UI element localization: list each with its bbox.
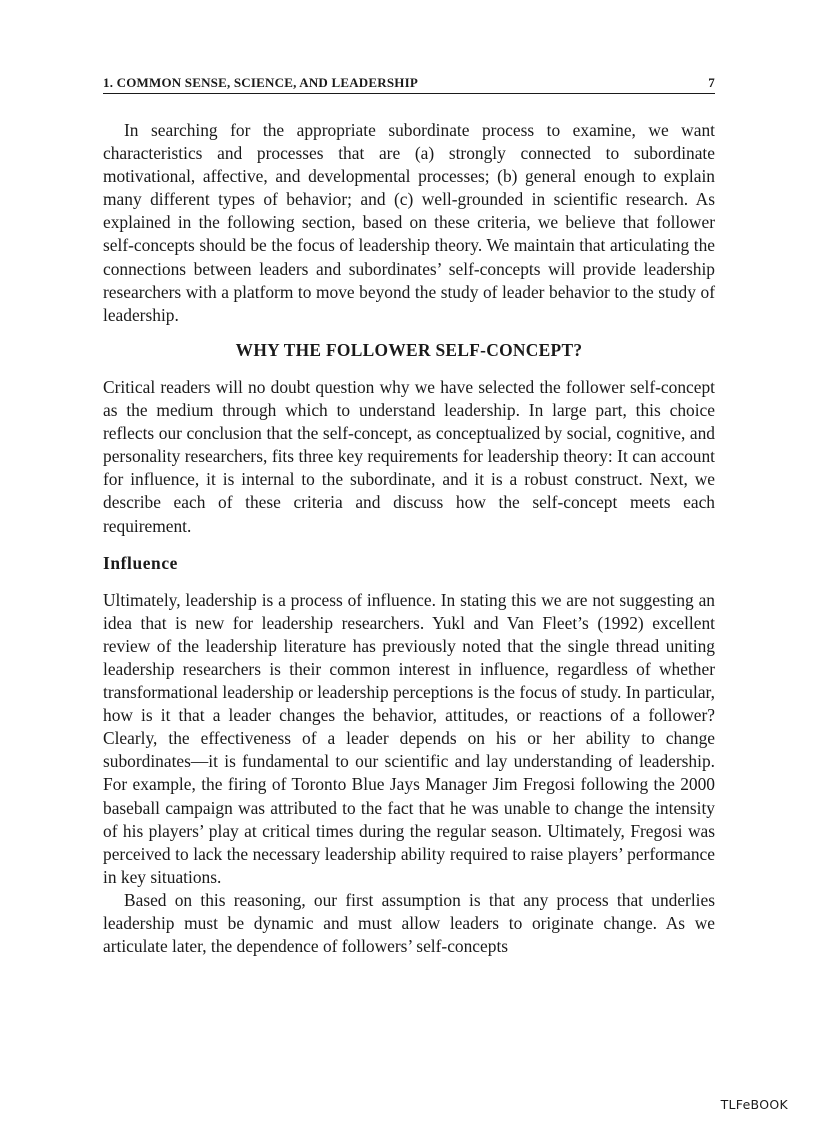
body-text [103,119,715,958]
chapter-title: 1. COMMON SENSE, SCIENCE, AND LEADERSHIP [103,75,418,90]
subsection-heading: Influence [103,552,178,573]
paragraph-follower-self-concept: Critical readers will no doubt question why we have selected the follower self-concept as the medium through which to understand leadership. In large part, this choice reflects our conclusion that the self-concept, as conceptualized by social, cognitive, and personality researchers, fits three key requirements for leadership theory: It can account for influence, it is internal to the subordinate, and it is a robust construct. Next, we describe each of these criteria and discuss how the self-concept meets each requirement. [103,376,715,536]
section-heading: WHY THE FOLLOWER SELF-CONCEPT? [235,339,583,360]
watermark: TLFeBOOK [720,1097,788,1112]
paragraph-influence: Ultimately, leadership is a process of influence. In stating this we are not suggesting an idea that is new for leadership researchers. Yukl and Van Fleet’s (1992) excellent review of the leadership literature has previously noted that the single thread uniting leadership researchers is their common interest in influence, regardless of whether transformational leadership or leadership perceptions is the focus of study. In particular, how is it that a leader changes the behavior, attitudes, or reactions of a follower? Clearly, the effectiveness of a leader depends on his or her ability to change subordinates—it is fundamental to our scientific and lay understanding of leadership. For example, the firing of Toronto Blue Jays Manager Jim Fregosi following the 2000 baseball campaign was attributed to the fact that he was unable to change the intensity of his players’ play at critical times during the regular season. Ultimately, Fregosi was perceived to lack the necessary leadership ability required to raise players’ performance in key situations. [103,589,715,887]
paragraph-intro: In searching for the appropriate subordinate process to examine, we want characteristics and processes that are (a) strongly connected to subordinate motivational, affective, and developmental processes; (b) general enough to explain many different types of behavior; and (c) well-grounded in scientific research. As explained in the following section, based on these criteria, we believe that follower self-concepts should be the focus of leadership theory. We maintain that articulating the connections between leaders and subordinates’ self-concepts will provide leadership researchers with a platform to move beyond the study of leader behavior to the study of leadership. [103,120,715,325]
paragraph-first-assumption: Based on this reasoning, our first assumption is that any process that underlies leadership must be dynamic and must allow leaders to originate change. As we articulate later, the dependence of followers’ self-concepts [103,889,715,957]
running-head [103,75,715,94]
page-number: 7 [708,75,715,90]
